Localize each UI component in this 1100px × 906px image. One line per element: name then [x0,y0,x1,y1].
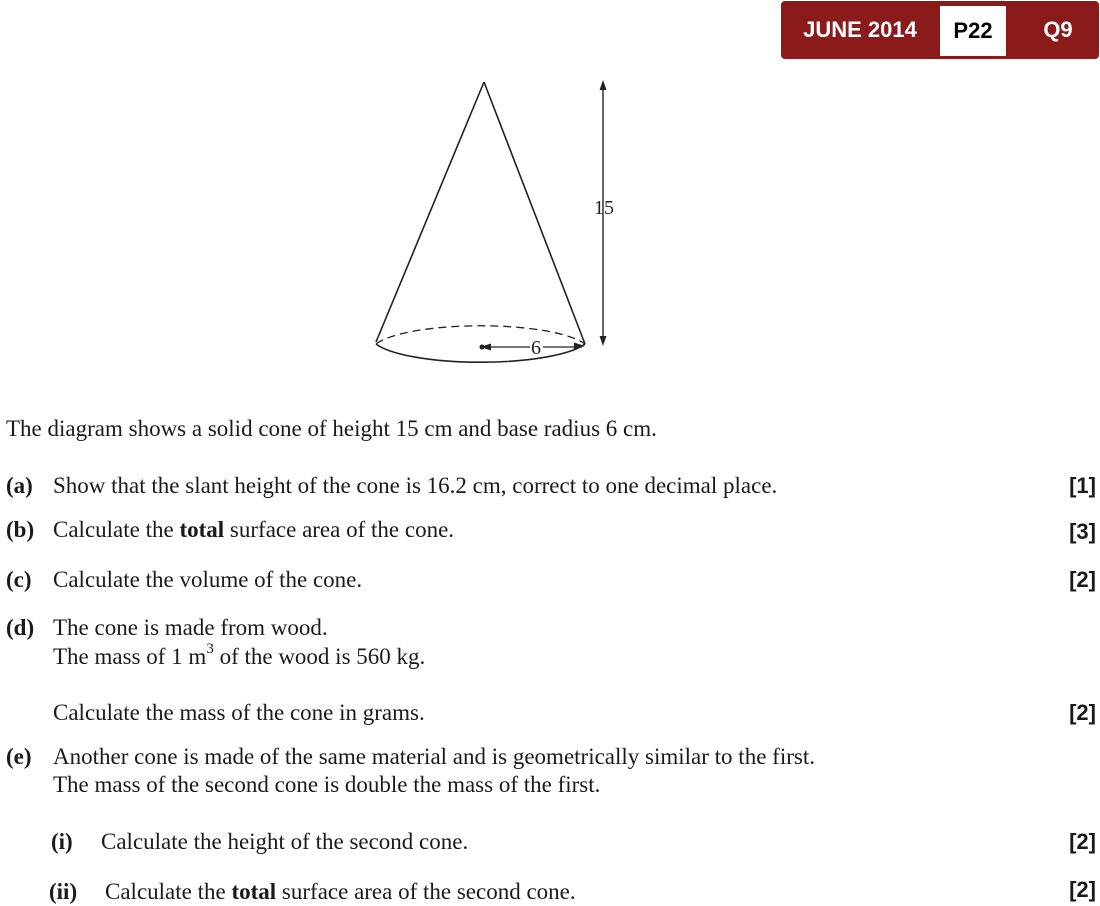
emphasis-total: total [179,517,225,542]
part-c-marks: [2] [1069,567,1096,592]
part-a-label: (a) [6,473,33,498]
part-e-ii-label: (ii) [49,879,78,904]
part-e-ii-text: Calculate the total surface area of the second cone. [105,879,576,904]
part-c-text: Calculate the volume of the cone. [53,567,363,592]
part-e-i-marks: [2] [1069,829,1096,854]
cone-left-edge [376,82,484,342]
part-e-label: (e) [6,744,32,769]
part-d-line2: The mass of 1 $m^3$ of the wood is 560 kg. [53,641,426,669]
part-d-marks: [2] [1069,700,1096,725]
emphasis-total: total [231,879,277,904]
height-arrow-bottom [600,336,607,346]
part-a-text: Show that the slant height of the cone is 16.2 cm, correct to one decimal place. [53,473,778,498]
exam-session: JUNE 2014 [803,17,917,42]
part-e-i-label: (i) [51,829,73,854]
question-header-badge [781,1,1099,59]
part-c-label: (c) [6,567,32,592]
paper-code: P22 [940,6,1006,56]
height-arrow-top [600,80,607,90]
radius-label: 6 [531,337,541,359]
part-e-ii-marks: [2] [1069,877,1096,902]
question-intro: The diagram shows a solid cone of height 15 cm and base radius 6 cm. [6,416,657,441]
height-label: 15 [594,197,614,219]
part-d-line1: The cone is made from wood. [53,615,328,640]
part-e-line1: Another cone is made of the same material and is geometrically similar to the first. [53,744,815,769]
part-b-marks: [3] [1069,519,1096,544]
part-a-marks: [1] [1069,473,1096,498]
question-number: Q9 [1043,17,1073,42]
cone-right-edge [484,82,585,344]
part-d-line3: Calculate the mass of the cone in grams. [53,700,425,725]
base-centre-dot [480,345,485,350]
part-e-i-text: Calculate the height of the second cone. [101,829,469,854]
cone-base-back [376,326,585,344]
part-d-label: (d) [6,615,35,640]
cone-diagram [360,70,640,380]
part-b-label: (b) [6,517,35,542]
part-e-line2: The mass of the second cone is double the mass of the first. [53,772,601,797]
part-b-text: Calculate the total surface area of the cone. [53,517,455,542]
